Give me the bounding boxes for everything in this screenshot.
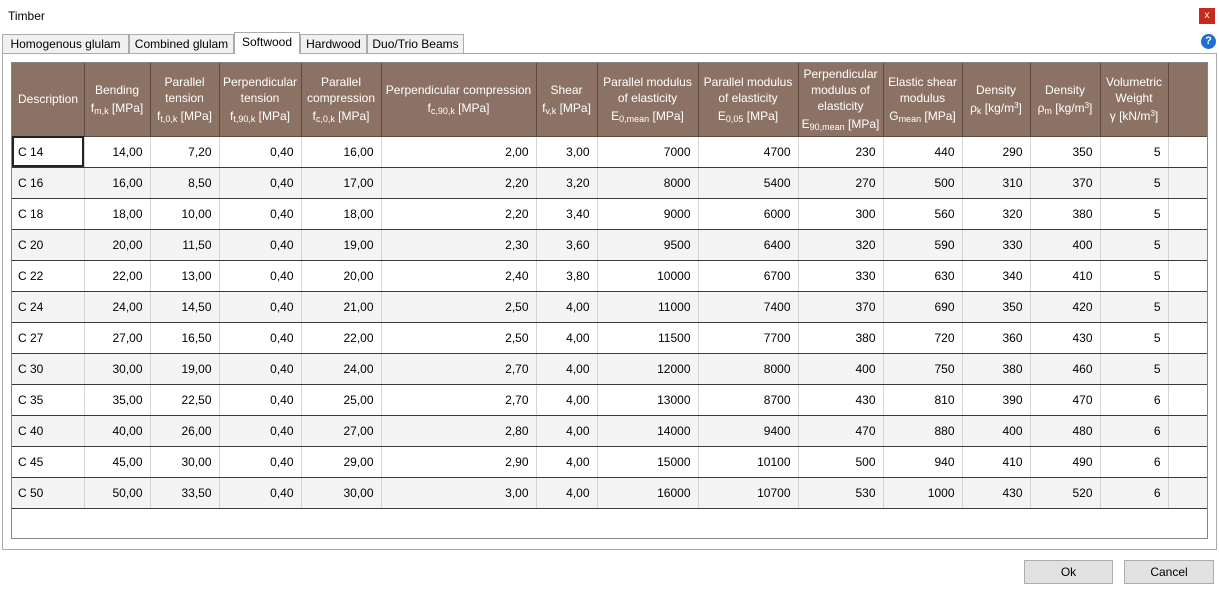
row-filler xyxy=(1168,322,1207,353)
value-cell[interactable]: 400 xyxy=(798,353,883,384)
value-cell[interactable]: 1000 xyxy=(883,477,962,508)
value-cell[interactable]: 17,00 xyxy=(301,167,381,198)
value-cell[interactable]: 14,50 xyxy=(150,291,219,322)
value-cell[interactable]: 16,50 xyxy=(150,322,219,353)
value-cell[interactable]: 810 xyxy=(883,384,962,415)
unit-subscript: t,90,k xyxy=(233,114,256,125)
value-cell[interactable]: 940 xyxy=(883,446,962,477)
unit-symbol: f xyxy=(90,101,95,116)
value-cell[interactable]: 400 xyxy=(962,415,1030,446)
value-cell[interactable]: 270 xyxy=(798,167,883,198)
value-cell[interactable]: 13,00 xyxy=(150,260,219,291)
row-filler xyxy=(1168,415,1207,446)
value-cell[interactable]: 360 xyxy=(962,322,1030,353)
unit-symbol: E xyxy=(611,109,620,124)
value-cell[interactable]: 4,00 xyxy=(536,415,597,446)
row-filler xyxy=(1168,353,1207,384)
value-cell[interactable]: 3,40 xyxy=(536,198,597,229)
grade-cell[interactable]: C 50 xyxy=(12,477,84,508)
table-row[interactable] xyxy=(12,229,1207,260)
value-cell[interactable]: 560 xyxy=(883,198,962,229)
value-cell[interactable]: 4,00 xyxy=(536,353,597,384)
column-header-7[interactable] xyxy=(597,63,698,136)
row-filler xyxy=(1168,136,1207,167)
value-cell[interactable]: 21,00 xyxy=(301,291,381,322)
value-cell[interactable]: 470 xyxy=(798,415,883,446)
column-header-0[interactable] xyxy=(12,63,84,136)
unit-subscript: c,0,k xyxy=(315,114,335,125)
value-cell[interactable]: 0,40 xyxy=(219,229,301,260)
value-cell[interactable]: 370 xyxy=(798,291,883,322)
grade-cell[interactable]: C 30 xyxy=(12,353,84,384)
value-cell[interactable]: 2,20 xyxy=(381,167,536,198)
value-cell[interactable]: 480 xyxy=(1030,415,1100,446)
title-bar xyxy=(0,0,1219,32)
column-title: Perpendicular tension xyxy=(222,75,298,106)
value-cell[interactable]: 0,40 xyxy=(219,353,301,384)
value-cell[interactable]: 310 xyxy=(962,167,1030,198)
value-cell[interactable]: 27,00 xyxy=(301,415,381,446)
value-cell[interactable]: 19,00 xyxy=(150,353,219,384)
value-cell[interactable]: 9500 xyxy=(597,229,698,260)
value-cell[interactable]: 5 xyxy=(1100,260,1168,291)
grade-cell[interactable]: C 16 xyxy=(12,167,84,198)
value-cell[interactable]: 350 xyxy=(1030,136,1100,167)
tab-softwood[interactable]: Softwood xyxy=(234,32,300,54)
value-cell[interactable]: 10000 xyxy=(597,260,698,291)
table-row[interactable] xyxy=(12,353,1207,384)
value-cell[interactable]: 410 xyxy=(1030,260,1100,291)
header-row xyxy=(12,63,1207,136)
value-cell[interactable]: 2,40 xyxy=(381,260,536,291)
value-cell[interactable]: 530 xyxy=(798,477,883,508)
value-cell[interactable]: 330 xyxy=(798,260,883,291)
value-cell[interactable]: 2,70 xyxy=(381,353,536,384)
grade-cell[interactable]: C 27 xyxy=(12,322,84,353)
value-cell[interactable]: 0,40 xyxy=(219,136,301,167)
tab-homogenous-glulam[interactable]: Homogenous glulam xyxy=(2,34,129,53)
unit-text: [MPa] xyxy=(177,109,213,124)
unit-subscript: m,k xyxy=(94,106,109,117)
unit-text: [MPa] xyxy=(556,101,591,116)
value-cell[interactable]: 2,80 xyxy=(381,415,536,446)
column-unit xyxy=(222,108,299,124)
value-cell[interactable]: 750 xyxy=(883,353,962,384)
column-title: Density xyxy=(975,83,1016,98)
unit-text: [MPa] xyxy=(649,109,684,124)
column-header-4[interactable] xyxy=(301,63,381,136)
value-cell[interactable]: 40,00 xyxy=(84,415,150,446)
value-cell[interactable]: 880 xyxy=(883,415,962,446)
close-icon[interactable]: x xyxy=(1199,8,1215,24)
value-cell[interactable]: 7400 xyxy=(698,291,798,322)
value-cell[interactable]: 9000 xyxy=(597,198,698,229)
value-cell[interactable]: 290 xyxy=(962,136,1030,167)
value-cell[interactable]: 50,00 xyxy=(84,477,150,508)
column-header-10[interactable] xyxy=(883,63,962,136)
value-cell[interactable]: 22,50 xyxy=(150,384,219,415)
value-cell[interactable]: 0,40 xyxy=(219,477,301,508)
value-cell[interactable]: 3,00 xyxy=(536,136,597,167)
grade-cell[interactable]: C 18 xyxy=(12,198,84,229)
column-unit xyxy=(701,108,796,124)
unit-bracket: ] xyxy=(1089,101,1093,116)
unit-superscript: 3 xyxy=(1084,101,1090,111)
unit-symbol: f xyxy=(229,109,234,124)
softwood-table xyxy=(12,63,1207,509)
column-title: Density xyxy=(1044,83,1085,98)
value-cell[interactable]: 0,40 xyxy=(219,291,301,322)
row-filler xyxy=(1168,260,1207,291)
column-title: Bending xyxy=(94,83,140,98)
value-cell[interactable]: 45,00 xyxy=(84,446,150,477)
value-cell[interactable]: 350 xyxy=(962,291,1030,322)
value-cell[interactable]: 3,60 xyxy=(536,229,597,260)
value-cell[interactable]: 11000 xyxy=(597,291,698,322)
value-cell[interactable]: 26,00 xyxy=(150,415,219,446)
value-cell[interactable]: 3,80 xyxy=(536,260,597,291)
column-header-5[interactable] xyxy=(381,63,536,136)
value-cell[interactable]: 13000 xyxy=(597,384,698,415)
tab-content-panel xyxy=(2,53,1217,550)
value-cell[interactable]: 390 xyxy=(962,384,1030,415)
value-cell[interactable]: 6700 xyxy=(698,260,798,291)
column-title: Parallel modulus of elasticity xyxy=(603,75,692,106)
value-cell[interactable]: 2,50 xyxy=(381,322,536,353)
column-header-9[interactable] xyxy=(798,63,883,136)
unit-text: [MPa] xyxy=(921,109,956,124)
value-cell[interactable]: 2,90 xyxy=(381,446,536,477)
value-cell[interactable]: 690 xyxy=(883,291,962,322)
value-cell[interactable]: 0,40 xyxy=(219,446,301,477)
unit-subscript: 90,mean xyxy=(809,122,845,133)
value-cell[interactable]: 8,50 xyxy=(150,167,219,198)
value-cell[interactable]: 300 xyxy=(798,198,883,229)
value-cell[interactable]: 10100 xyxy=(698,446,798,477)
value-cell[interactable]: 19,00 xyxy=(301,229,381,260)
unit-symbol: f xyxy=(427,101,431,116)
unit-symbol: γ xyxy=(1109,109,1116,124)
tab-hardwood[interactable]: Hardwood xyxy=(300,34,367,53)
value-cell[interactable]: 4,00 xyxy=(536,291,597,322)
value-cell[interactable]: 420 xyxy=(1030,291,1100,322)
value-cell[interactable]: 6 xyxy=(1100,415,1168,446)
unit-text: [MPa] xyxy=(108,101,144,116)
value-cell[interactable]: 20,00 xyxy=(301,260,381,291)
grade-cell[interactable]: C 14 xyxy=(12,136,84,167)
value-cell[interactable]: 3,20 xyxy=(536,167,597,198)
row-filler xyxy=(1168,229,1207,260)
value-cell[interactable]: 8000 xyxy=(698,353,798,384)
column-unit xyxy=(600,108,696,124)
value-cell[interactable]: 6 xyxy=(1100,477,1168,508)
value-cell[interactable]: 410 xyxy=(962,446,1030,477)
unit-symbol: E xyxy=(801,117,810,132)
value-cell[interactable]: 35,00 xyxy=(84,384,150,415)
value-cell[interactable]: 2,20 xyxy=(381,198,536,229)
value-cell[interactable]: 24,00 xyxy=(301,353,381,384)
value-cell[interactable]: 3,00 xyxy=(381,477,536,508)
value-cell[interactable]: 320 xyxy=(962,198,1030,229)
value-cell[interactable]: 630 xyxy=(883,260,962,291)
grade-cell[interactable]: C 35 xyxy=(12,384,84,415)
value-cell[interactable]: 10700 xyxy=(698,477,798,508)
ok-button[interactable]: Ok xyxy=(1024,560,1113,584)
value-cell[interactable]: 7700 xyxy=(698,322,798,353)
unit-subscript: t,0,k xyxy=(160,114,178,125)
column-header-12[interactable] xyxy=(1030,63,1100,136)
column-title: Parallel compression xyxy=(306,75,376,106)
value-cell[interactable]: 230 xyxy=(798,136,883,167)
unit-text: [MPa] xyxy=(454,101,490,116)
column-unit xyxy=(87,100,148,116)
value-cell[interactable]: 590 xyxy=(883,229,962,260)
unit-superscript: 3 xyxy=(1014,101,1019,111)
value-cell[interactable]: 430 xyxy=(798,384,883,415)
value-cell[interactable]: 10,00 xyxy=(150,198,219,229)
value-cell[interactable]: 20,00 xyxy=(84,229,150,260)
column-unit xyxy=(1033,100,1098,116)
column-title: Volumetric Weight xyxy=(1105,75,1163,106)
table-row[interactable] xyxy=(12,260,1207,291)
tab-combined-glulam[interactable]: Combined glulam xyxy=(129,34,234,53)
value-cell[interactable]: 520 xyxy=(1030,477,1100,508)
column-header-2[interactable] xyxy=(150,63,219,136)
column-header-11[interactable] xyxy=(962,63,1030,136)
unit-subscript: 0,mean xyxy=(619,114,650,125)
grade-cell[interactable]: C 24 xyxy=(12,291,84,322)
column-unit xyxy=(801,116,881,132)
unit-symbol: f xyxy=(312,109,316,124)
value-cell[interactable]: 720 xyxy=(883,322,962,353)
value-cell[interactable]: 18,00 xyxy=(301,198,381,229)
column-title: Parallel modulus of elasticity xyxy=(703,75,793,106)
unit-subscript: v,k xyxy=(545,106,557,117)
value-cell[interactable]: 15000 xyxy=(597,446,698,477)
unit-subscript: 0,05 xyxy=(725,114,744,125)
unit-text: [MPa] xyxy=(255,109,291,124)
unit-text: [kN/m xyxy=(1115,109,1151,124)
unit-text: [kg/m xyxy=(981,101,1015,116)
unit-subscript: k xyxy=(976,106,982,117)
table-row[interactable] xyxy=(12,415,1207,446)
table-body xyxy=(12,136,1207,508)
column-header-1[interactable] xyxy=(84,63,150,136)
column-header-8[interactable] xyxy=(698,63,798,136)
column-unit xyxy=(304,108,379,124)
unit-symbol: f xyxy=(542,101,546,116)
value-cell[interactable]: 4,00 xyxy=(536,322,597,353)
grade-cell[interactable]: C 22 xyxy=(12,260,84,291)
column-unit xyxy=(886,108,960,124)
value-cell[interactable]: 11,50 xyxy=(150,229,219,260)
value-cell[interactable]: 22,00 xyxy=(84,260,150,291)
unit-symbol: G xyxy=(889,109,899,124)
value-cell[interactable]: 470 xyxy=(1030,384,1100,415)
value-cell[interactable]: 4700 xyxy=(698,136,798,167)
value-cell[interactable]: 14,00 xyxy=(84,136,150,167)
table-row[interactable] xyxy=(12,167,1207,198)
value-cell[interactable]: 500 xyxy=(883,167,962,198)
value-cell[interactable]: 2,30 xyxy=(381,229,536,260)
value-cell[interactable]: 370 xyxy=(1030,167,1100,198)
grade-cell[interactable]: C 45 xyxy=(12,446,84,477)
value-cell[interactable]: 8700 xyxy=(698,384,798,415)
column-title: Perpendicular compression xyxy=(385,83,532,98)
value-cell[interactable]: 400 xyxy=(1030,229,1100,260)
row-filler xyxy=(1168,291,1207,322)
value-cell[interactable]: 430 xyxy=(1030,322,1100,353)
value-cell[interactable]: 16,00 xyxy=(301,136,381,167)
column-title: Perpendicular modulus of elasticity xyxy=(803,67,878,114)
header-filler xyxy=(1168,63,1207,136)
value-cell[interactable]: 30,00 xyxy=(150,446,219,477)
column-header-3[interactable] xyxy=(219,63,301,136)
unit-subscript: mean xyxy=(898,114,922,125)
grade-cell[interactable]: C 20 xyxy=(12,229,84,260)
value-cell[interactable]: 5 xyxy=(1100,291,1168,322)
value-cell[interactable]: 2,70 xyxy=(381,384,536,415)
column-unit xyxy=(384,100,534,116)
unit-bracket: ] xyxy=(1018,101,1022,116)
unit-text: [MPa] xyxy=(743,109,779,124)
value-cell[interactable]: 8000 xyxy=(597,167,698,198)
table-row[interactable] xyxy=(12,136,1207,167)
value-cell[interactable]: 16000 xyxy=(597,477,698,508)
value-cell[interactable]: 33,50 xyxy=(150,477,219,508)
value-cell[interactable]: 24,00 xyxy=(84,291,150,322)
value-cell[interactable]: 5 xyxy=(1100,229,1168,260)
value-cell[interactable]: 25,00 xyxy=(301,384,381,415)
value-cell[interactable]: 0,40 xyxy=(219,198,301,229)
unit-subscript: m xyxy=(1044,106,1052,117)
value-cell[interactable]: 5 xyxy=(1100,322,1168,353)
unit-symbol: f xyxy=(156,109,161,124)
value-cell[interactable]: 14000 xyxy=(597,415,698,446)
row-filler xyxy=(1168,384,1207,415)
help-icon[interactable]: ? xyxy=(1201,34,1216,49)
window-title: Timber xyxy=(8,9,45,23)
value-cell[interactable]: 0,40 xyxy=(219,384,301,415)
value-cell[interactable]: 440 xyxy=(883,136,962,167)
value-cell[interactable]: 9400 xyxy=(698,415,798,446)
table-row[interactable] xyxy=(12,198,1207,229)
value-cell[interactable]: 11500 xyxy=(597,322,698,353)
value-cell[interactable]: 340 xyxy=(962,260,1030,291)
unit-bracket: ] xyxy=(1154,109,1159,124)
row-filler xyxy=(1168,477,1207,508)
table-row[interactable] xyxy=(12,477,1207,508)
value-cell[interactable]: 500 xyxy=(798,446,883,477)
value-cell[interactable]: 0,40 xyxy=(219,167,301,198)
value-cell[interactable]: 6400 xyxy=(698,229,798,260)
value-cell[interactable]: 5400 xyxy=(698,167,798,198)
value-cell[interactable]: 5 xyxy=(1100,353,1168,384)
value-cell[interactable]: 0,40 xyxy=(219,322,301,353)
value-cell[interactable]: 2,50 xyxy=(381,291,536,322)
table-row[interactable] xyxy=(12,322,1207,353)
value-cell[interactable]: 330 xyxy=(962,229,1030,260)
value-cell[interactable]: 460 xyxy=(1030,353,1100,384)
value-cell[interactable]: 6 xyxy=(1100,446,1168,477)
value-cell[interactable]: 380 xyxy=(798,322,883,353)
value-cell[interactable]: 18,00 xyxy=(84,198,150,229)
value-cell[interactable]: 4,00 xyxy=(536,477,597,508)
value-cell[interactable]: 5 xyxy=(1100,136,1168,167)
column-unit xyxy=(1103,108,1166,124)
column-title: Description xyxy=(18,92,79,107)
column-unit xyxy=(539,100,595,116)
column-header-6[interactable] xyxy=(536,63,597,136)
value-cell[interactable]: 380 xyxy=(1030,198,1100,229)
cancel-button[interactable]: Cancel xyxy=(1124,560,1214,584)
value-cell[interactable]: 5 xyxy=(1100,198,1168,229)
value-cell[interactable]: 30,00 xyxy=(301,477,381,508)
column-title: Shear xyxy=(550,83,583,98)
table-row[interactable] xyxy=(12,446,1207,477)
column-unit xyxy=(965,100,1028,116)
value-cell[interactable]: 30,00 xyxy=(84,353,150,384)
unit-text: [MPa] xyxy=(844,117,880,132)
value-cell[interactable]: 16,00 xyxy=(84,167,150,198)
value-cell[interactable]: 12000 xyxy=(597,353,698,384)
unit-subscript: c,90,k xyxy=(430,106,455,117)
value-cell[interactable]: 380 xyxy=(962,353,1030,384)
value-cell[interactable]: 0,40 xyxy=(219,415,301,446)
value-cell[interactable]: 4,00 xyxy=(536,446,597,477)
value-cell[interactable]: 7,20 xyxy=(150,136,219,167)
softwood-grid xyxy=(11,62,1208,539)
value-cell[interactable]: 22,00 xyxy=(301,322,381,353)
value-cell[interactable]: 0,40 xyxy=(219,260,301,291)
row-filler xyxy=(1168,198,1207,229)
value-cell[interactable]: 29,00 xyxy=(301,446,381,477)
value-cell[interactable]: 6 xyxy=(1100,384,1168,415)
value-cell[interactable]: 27,00 xyxy=(84,322,150,353)
grade-cell[interactable]: C 40 xyxy=(12,415,84,446)
value-cell[interactable]: 490 xyxy=(1030,446,1100,477)
unit-symbol: E xyxy=(717,109,726,124)
value-cell[interactable]: 2,00 xyxy=(381,136,536,167)
table-row[interactable] xyxy=(12,384,1207,415)
value-cell[interactable]: 7000 xyxy=(597,136,698,167)
value-cell[interactable]: 430 xyxy=(962,477,1030,508)
unit-symbol: ρ xyxy=(1037,101,1045,116)
row-filler xyxy=(1168,167,1207,198)
tab-duo-trio-beams[interactable]: Duo/Trio Beams xyxy=(367,34,464,53)
table-row[interactable] xyxy=(12,291,1207,322)
row-filler xyxy=(1168,446,1207,477)
value-cell[interactable]: 4,00 xyxy=(536,384,597,415)
column-title: Elastic shear modulus xyxy=(888,75,957,106)
value-cell[interactable]: 6000 xyxy=(698,198,798,229)
value-cell[interactable]: 5 xyxy=(1100,167,1168,198)
column-header-13[interactable] xyxy=(1100,63,1168,136)
unit-text: [kg/m xyxy=(1051,101,1085,116)
unit-symbol: ρ xyxy=(970,101,977,116)
unit-superscript: 3 xyxy=(1150,109,1155,119)
value-cell[interactable]: 320 xyxy=(798,229,883,260)
unit-text: [MPa] xyxy=(334,109,370,124)
column-unit xyxy=(153,108,217,124)
column-title: Parallel tension xyxy=(164,75,205,106)
